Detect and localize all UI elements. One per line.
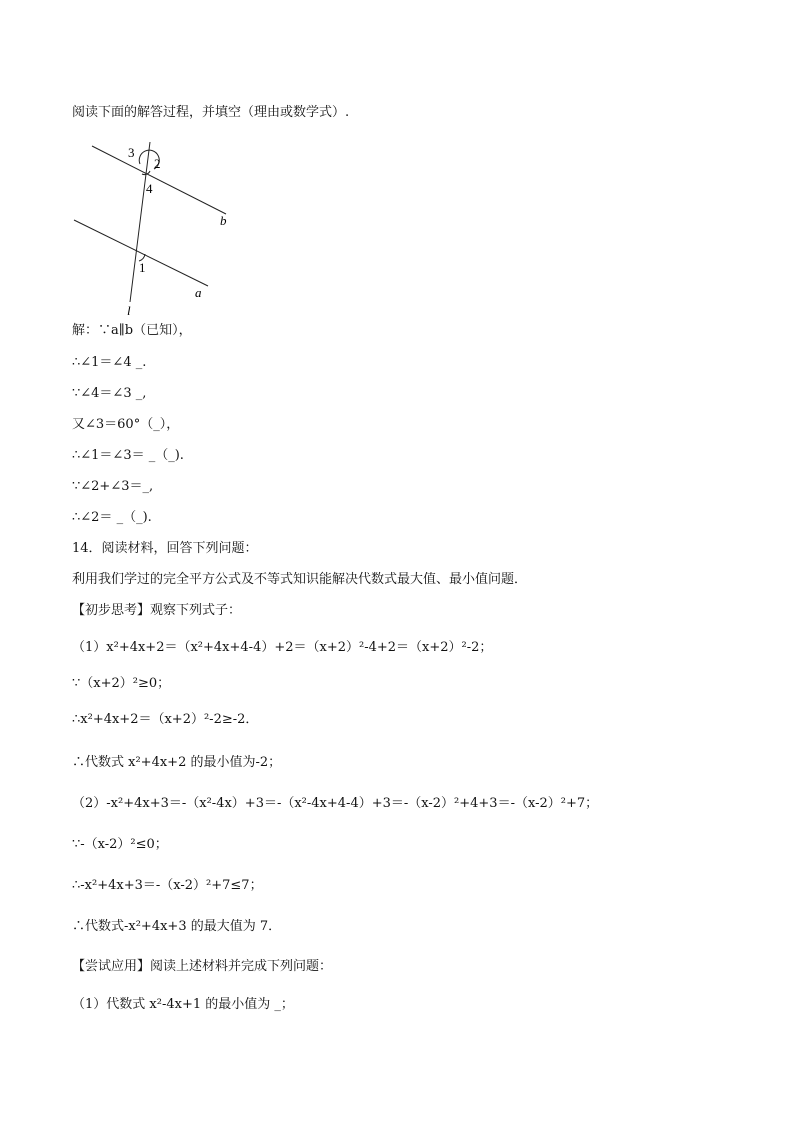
intro-text: 阅读下面的解答过程，并填空（理由或数学式）. xyxy=(72,105,350,120)
angle-4-label: 4 xyxy=(146,181,153,196)
solution-line-2: ∴∠1＝∠4 _. xyxy=(72,355,147,370)
material-line-4: ∴代数式 x²+4x+2 的最小值为-2； xyxy=(72,755,282,770)
material-line-1: （1）x²+4x+2＝（x²+4x+4-4）+2＝（x+2）²-4+2＝（x+2）²-2； xyxy=(72,640,493,655)
solution-line-3: ∵∠4＝∠3 _, xyxy=(72,386,147,401)
angle-1-label: 1 xyxy=(139,260,146,275)
parallel-lines-diagram xyxy=(70,140,240,322)
line-l xyxy=(130,142,150,302)
angle-3-label: 3 xyxy=(128,145,135,160)
line-a-label: a xyxy=(195,285,202,300)
solution-line-4: 又∠3＝60°（_）， xyxy=(72,417,180,432)
question-1: （1）代数式 x²-4x+1 的最小值为 _； xyxy=(72,997,294,1012)
line-a xyxy=(74,220,208,286)
solution-line-5: ∴∠1＝∠3＝ _（_). xyxy=(72,448,184,463)
solution-line-7: ∴∠2＝ _（_). xyxy=(72,510,152,525)
parallel-lines-figure xyxy=(70,140,240,322)
line-b-label: b xyxy=(220,213,227,228)
material-line-5: （2）-x²+4x+3＝-（x²-4x）+3＝-（x²-4x+4-4）+3＝-（x-2）²+4+3＝-（x-2）²+7； xyxy=(72,796,599,811)
section-initial-thinking-title: 【初步思考】观察下列式子： xyxy=(72,603,242,618)
solution-line-6: ∵∠2+∠3＝_, xyxy=(72,479,154,494)
material-line-6: ∵-（x-2）²≤0； xyxy=(72,837,168,852)
material-line-7: ∴-x²+4x+3＝-（x-2）²+7≤7； xyxy=(72,878,263,893)
material-line-3: ∴x²+4x+2＝（x+2）²-2≥-2． xyxy=(72,712,259,727)
problem-14-title: 14．阅读材料，回答下列问题： xyxy=(72,541,258,556)
angle-2-label: 2 xyxy=(154,156,161,171)
solution-line-1: 解：∵a∥b（已知）， xyxy=(72,323,192,338)
material-line-8: ∴代数式-x²+4x+3 的最大值为 7． xyxy=(72,919,282,934)
section-try-application-title: 【尝试应用】阅读上述材料并完成下列问题： xyxy=(72,959,333,974)
material-line-2: ∵（x+2）²≥0； xyxy=(72,676,171,691)
problem-14-intro: 利用我们学过的完全平方公式及不等式知识能解决代数式最大值、最小值问题． xyxy=(72,572,528,587)
line-l-label: l xyxy=(127,303,131,318)
